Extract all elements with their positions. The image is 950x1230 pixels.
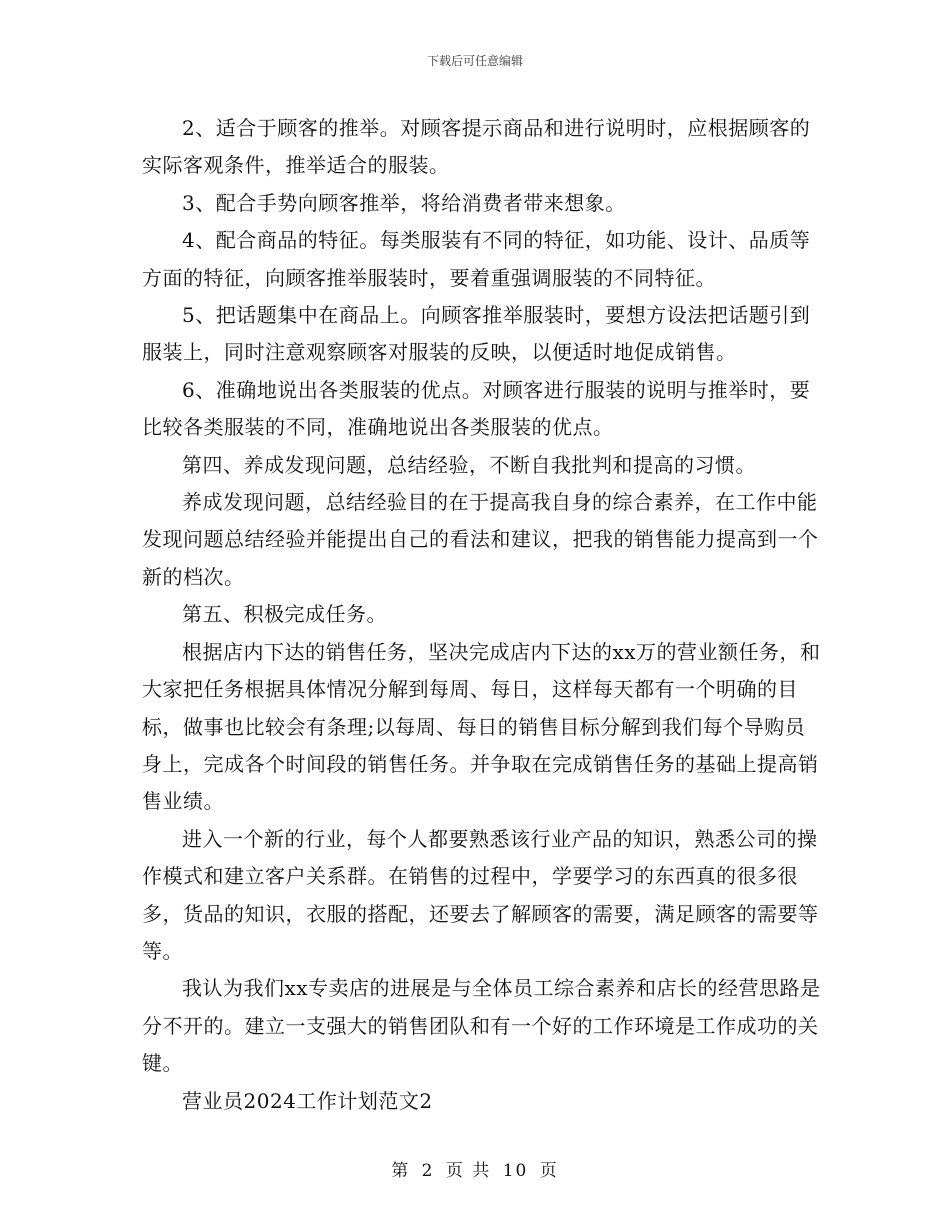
paragraph: 进入一个新的行业，每个人都要熟悉该行业产品的知识，熟悉公司的操作模式和建立客户关系群。在销售的过程中，学要学习的东西真的很多很多，货品的知识，衣服的搭配，还要去了解顾客的需要，满足顾客的需要等等。 [142,826,819,963]
document-body [142,110,822,1120]
paragraph: 根据店内下达的销售任务，坚决完成店内下达的xx万的营业额任务，和大家把任务根据具体情况分解到每周、每日，这样每天都有一个明确的目标，做事也比较会有条理;以每周、每日的销售目标分解到我们每个导购员身上，完成各个时间段的销售任务。并争取在完成销售任务的基础上提高销售业绩。 [142,639,821,814]
section-heading: 第四、养成发现问题，总结经验，不断自我批判和提高的习惯。 [182,452,756,477]
paragraph: 我认为我们xx专卖店的进展是与全体员工综合素养和店长的经营思路是分不开的。建立一支强大的销售团队和有一个好的工作环境是工作成功的关键。 [142,976,821,1076]
footer-suffix: 页 [539,1161,559,1181]
section-heading: 第五、积极完成任务。 [182,602,387,627]
footer-prefix: 第 [391,1161,411,1181]
footer-middle: 页 共 [445,1161,492,1181]
paragraph: 4、配合商品的特征。每类服装有不同的特征，如功能、设计、品质等方面的特征，向顾客推举服装时，要着重强调服装的不同特征。 [142,228,811,290]
section-title: 营业员2024工作计划范文2 [182,1088,433,1113]
total-page-count: 10 [502,1161,529,1181]
paragraph: 3、配合手势向顾客推举，将给消费者带来想象。 [182,190,626,215]
page-footer [0,1156,950,1181]
page-header: 下载后可任意编辑 [426,54,523,68]
current-page-number: 2 [421,1161,435,1181]
paragraph: 2、适合于顾客的推举。对顾客提示商品和进行说明时，应根据顾客的实际客观条件，推举适合的服装。 [142,116,811,178]
paragraph: 5、把话题集中在商品上。向顾客推举服装时，要想方设法把话题引到服装上，同时注意观察顾客对服装的反映，以便适时地促成销售。 [142,303,811,365]
paragraph: 养成发现问题，总结经验目的在于提高我自身的综合素养，在工作中能发现问题总结经验并能提出自己的看法和建议，把我的销售能力提高到一个新的档次。 [142,490,819,589]
paragraph: 6、准确地说出各类服装的优点。对顾客进行服装的说明与推举时，要比较各类服装的不同，准确地说出各类服装的优点。 [142,377,811,440]
